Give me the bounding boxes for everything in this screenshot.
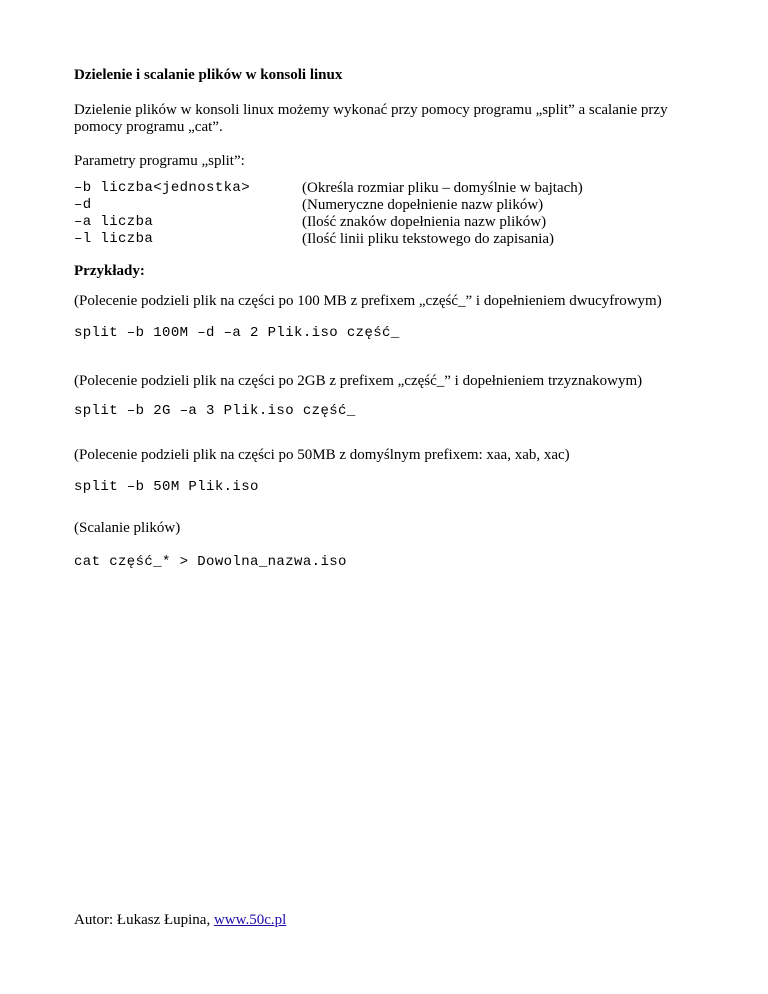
example-note: (Polecenie podzieli plik na części po 50MB z domyślnym prefixem: xaa, xab, xac) (74, 447, 570, 463)
param-flag: –b liczba<jednostka> (74, 180, 251, 196)
example-command: cat część_* > Dowolna_nazwa.iso (74, 554, 347, 570)
footer-author (74, 912, 286, 929)
param-row (74, 214, 634, 231)
param-description: (Ilość linii pliku tekstowego do zapisania) (302, 231, 555, 247)
param-flag: –d (74, 197, 92, 213)
document-title: Dzielenie i scalanie plików w konsoli linux (74, 67, 343, 83)
params-heading: Parametry programu „split”: (74, 153, 245, 169)
param-row (74, 231, 634, 248)
example-command: split –b 2G –a 3 Plik.iso część_ (74, 403, 356, 419)
example-command: split –b 100M –d –a 2 Plik.iso część_ (74, 325, 400, 341)
param-row (74, 180, 634, 197)
example-note: (Polecenie podzieli plik na części po 2GB z prefixem „część_” i dopełnieniem trzyznakowym) (74, 373, 643, 389)
example-note: (Scalanie plików) (74, 520, 181, 536)
param-row (74, 197, 634, 214)
params-table (74, 180, 634, 248)
param-flag: –l liczba (74, 231, 154, 247)
param-description: (Określa rozmiar pliku – domyślnie w bajtach) (302, 180, 583, 196)
param-description: (Numeryczne dopełnienie nazw plików) (302, 197, 544, 213)
website-link[interactable]: www.50c.pl (213, 912, 287, 928)
param-flag: –a liczba (74, 214, 154, 230)
intro-line-2: pomocy programu „cat”. (74, 119, 223, 135)
param-description: (Ilość znaków dopełnienia nazw plików) (302, 214, 547, 230)
example-command: split –b 50M Plik.iso (74, 479, 259, 495)
example-note: (Polecenie podzieli plik na części po 100 MB z prefixem „część_” i dopełnieniem dwucyfrowym) (74, 293, 662, 309)
author-label: Autor: Łukasz Łupina, (74, 912, 211, 928)
examples-heading: Przykłady: (74, 263, 145, 279)
intro-line-1: Dzielenie plików w konsoli linux możemy wykonać przy pomocy programu „split” a scalanie przy (74, 102, 668, 118)
